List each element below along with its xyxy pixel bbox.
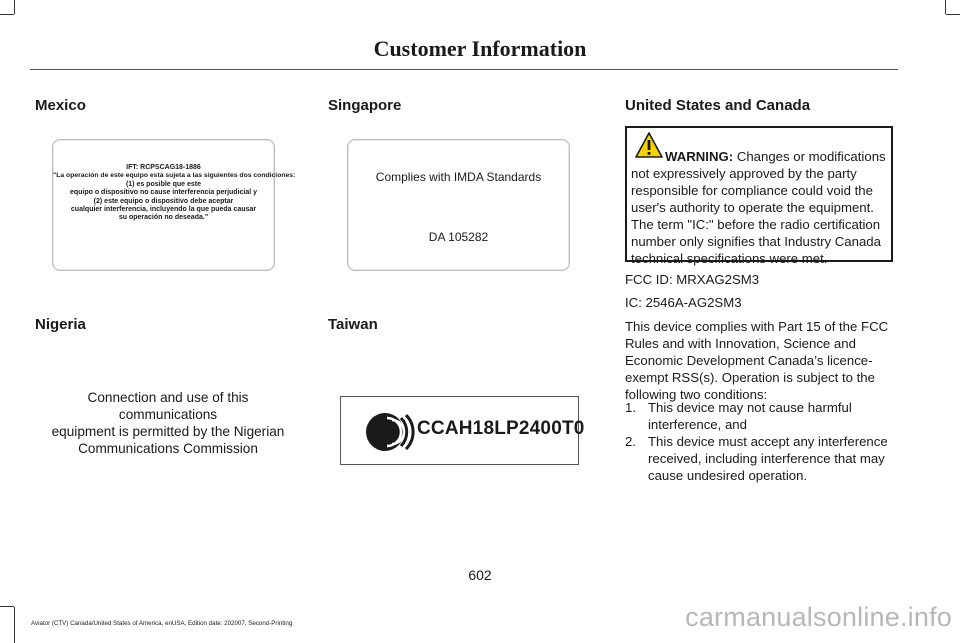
taiwan-certification-label (340, 396, 585, 465)
crop-mark-bottom-left-v (14, 607, 15, 643)
condition-number: 1. (625, 400, 636, 415)
nigeria-text-line: equipment is permitted by the Nigerian (51, 424, 285, 439)
taiwan-certification-code: CCAH18LP2400T0 (417, 418, 585, 439)
mexico-label-line: cualquier interferencia, incluyendo la que pueda causar (70, 206, 257, 214)
crop-mark-top-left-h (0, 14, 14, 15)
singapore-da-number: DA 105282 (428, 230, 489, 244)
page-title: Customer Information (373, 36, 587, 61)
fcc-id: FCC ID: MRXAG2SM3 (625, 272, 760, 287)
watermark: carmanualsonline.info (685, 602, 952, 632)
warning-label: WARNING: (665, 149, 734, 164)
crop-mark-top-right-v (945, 0, 946, 14)
heading-nigeria: Nigeria (35, 316, 86, 333)
nigeria-text-line: communications (118, 407, 218, 422)
mexico-label-line: (2) este equipo o dispositivo debe aceptar (93, 197, 234, 205)
condition-number: 2. (625, 434, 636, 449)
warning-box (625, 126, 893, 266)
heading-singapore: Singapore (328, 97, 402, 114)
mexico-label-line: su operación no deseada." (118, 214, 209, 222)
mexico-label-text (53, 164, 296, 223)
ic-number: IC: 2546A-AG2SM3 (625, 295, 742, 310)
crop-mark-bottom-left-h (0, 606, 14, 607)
nigeria-certification-text (34, 389, 302, 457)
page-number: 602 (468, 567, 492, 583)
condition-text: This device must accept any interference received, including interference that may cause undesired operation. (648, 434, 888, 483)
nigeria-text-line: Connection and use of this (87, 390, 249, 405)
nigeria-text-line: Communications Commission (78, 441, 258, 456)
heading-us-canada: United States and Canada (625, 97, 811, 114)
singapore-standard-text: Complies with IMDA Standards (375, 170, 542, 184)
ncc-wave-logo-icon (363, 410, 415, 454)
singapore-certification-label (347, 139, 570, 271)
heading-mexico: Mexico (35, 97, 86, 114)
mexico-label-line: (1) es posible que este (125, 180, 202, 188)
footer-edition-info: Aviator (CTV) Canada/United States of America, enUSA, Edition date: 202007, Second-Printing (31, 620, 293, 627)
compliance-paragraph: This device complies with Part 15 of the FCC Rules and with Innovation, Science and Economic Development Canada’s licence-exempt RSS(s). Operation is subject to the following two conditions: (625, 319, 889, 402)
header-divider (30, 69, 898, 70)
crop-mark-top-left-v (14, 0, 15, 14)
mexico-label-line: "La operación de este equipo está sujeta a las siguientes dos condiciones: (53, 172, 296, 180)
condition-text: This device may not cause harmful interference, and (648, 400, 852, 432)
mexico-certification-label (52, 139, 296, 271)
mexico-label-line: IFT: RCPSCAG18-1886 (126, 164, 201, 171)
warning-body: Changes or modifications not expressively approved by the party responsible for compliance could void the user's authority to operate the equipment. The term "IC:" before the radio certification number only signifies that Industry Canada technical specifications were met. (631, 149, 886, 266)
warning-text (631, 148, 891, 267)
heading-taiwan: Taiwan (328, 316, 378, 333)
crop-mark-top-right-h (946, 14, 960, 15)
mexico-label-line: equipo o dispositivo no cause interferencia perjudicial y (69, 189, 258, 197)
